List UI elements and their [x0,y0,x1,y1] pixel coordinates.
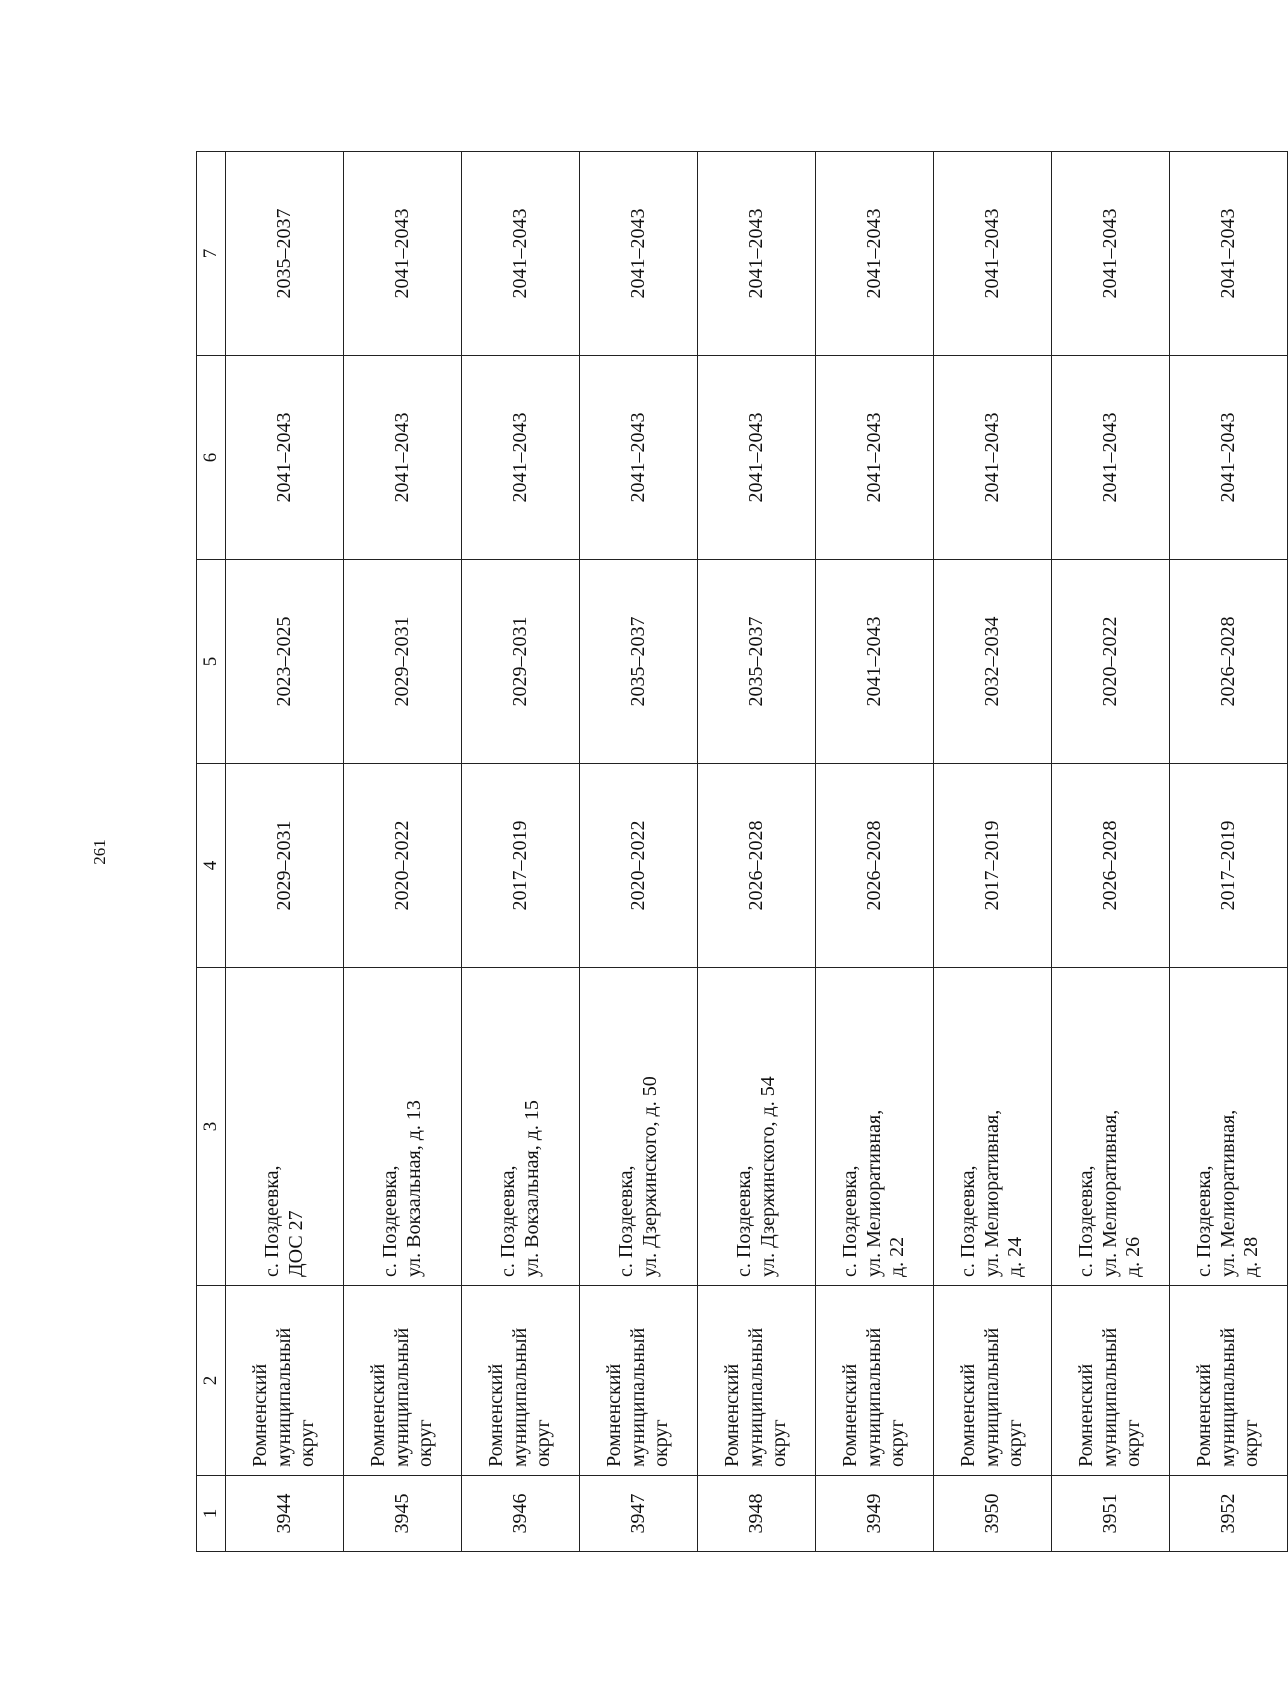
period-cell-c5: 2026–2028 [1170,560,1288,764]
district-line: муниципальный [744,1327,767,1467]
address-line: ул. Вокзальная, д. 13 [402,1100,425,1277]
district-line: муниципальный [508,1327,531,1467]
address-line: д. 28 [1240,1236,1263,1277]
district-line: Ромненский [839,1363,862,1467]
address-line: ул. Мелиоративная, [1216,1109,1239,1277]
period-cell-c7: 2041–2043 [462,152,580,356]
period-cell-c6: 2041–2043 [580,356,698,560]
district-line: Ромненский [1193,1363,1216,1467]
period-cell-c6: 2041–2043 [816,356,934,560]
district-line: Ромненский [603,1363,626,1467]
district-line: муниципальный [980,1327,1003,1467]
district-line: Ромненский [721,1363,744,1467]
table-row [698,152,816,1552]
address-line: ул. Мелиоративная, [1098,1109,1121,1277]
row-number-cell: 3944 [226,1476,344,1552]
row-number-cell: 3945 [344,1476,462,1552]
table-row [1052,152,1170,1552]
address-cell [1170,968,1288,1286]
period-cell-c7: 2035–2037 [226,152,344,356]
table-body [226,152,1288,1552]
address-line: с. Поздеевка, [957,1165,980,1277]
address-line: ул. Мелиоративная, [980,1109,1003,1277]
period-cell-c4: 2026–2028 [816,764,934,968]
address-line: ул. Дзержинского, д. 54 [756,1076,779,1277]
district-line: округ [532,1419,555,1467]
period-cell-c4: 2017–2019 [934,764,1052,968]
period-cell-c6: 2041–2043 [344,356,462,560]
address-cell [1052,968,1170,1286]
column-number: 3 [197,968,226,1286]
district-line: муниципальный [862,1327,885,1467]
address-line: ул. Мелиоративная, [862,1109,885,1277]
period-cell-c5: 2035–2037 [580,560,698,764]
address-line: с. Поздеевка, [260,1165,283,1277]
period-cell-c4: 2017–2019 [1170,764,1288,968]
column-number: 5 [197,560,226,764]
district-line: округ [1240,1419,1263,1467]
period-cell-c4: 2026–2028 [1052,764,1170,968]
district-line: Ромненский [957,1363,980,1467]
district-cell [344,1286,462,1476]
address-line: с. Поздеевка, [614,1165,637,1277]
row-number-cell: 3952 [1170,1476,1288,1552]
district-line: округ [768,1419,791,1467]
row-number-cell: 3946 [462,1476,580,1552]
period-cell-c5: 2029–2031 [462,560,580,764]
period-cell-c6: 2041–2043 [1170,356,1288,560]
period-cell-c4: 2026–2028 [698,764,816,968]
period-cell-c7: 2041–2043 [1052,152,1170,356]
period-cell-c7: 2041–2043 [580,152,698,356]
period-cell-c5: 2035–2037 [698,560,816,764]
table-row [580,152,698,1552]
address-line: ул. Дзержинского, д. 50 [638,1076,661,1277]
period-cell-c7: 2041–2043 [934,152,1052,356]
address-line: с. Поздеевка, [1075,1165,1098,1277]
period-cell-c6: 2041–2043 [462,356,580,560]
address-cell [816,968,934,1286]
address-cell [226,968,344,1286]
column-number: 6 [197,356,226,560]
row-number-cell: 3950 [934,1476,1052,1552]
period-cell-c6: 2041–2043 [1052,356,1170,560]
address-line: д. 24 [1004,1236,1027,1277]
district-line: округ [296,1419,319,1467]
column-number: 4 [197,764,226,968]
period-cell-c5: 2023–2025 [226,560,344,764]
address-cell [462,968,580,1286]
address-cell [344,968,462,1286]
row-number-cell: 3951 [1052,1476,1170,1552]
period-cell-c5: 2041–2043 [816,560,934,764]
period-cell-c4: 2020–2022 [344,764,462,968]
district-line: муниципальный [1216,1327,1239,1467]
column-number: 1 [197,1476,226,1552]
period-cell-c4: 2017–2019 [462,764,580,968]
table-row [816,152,934,1552]
period-cell-c6: 2041–2043 [698,356,816,560]
period-cell-c4: 2029–2031 [226,764,344,968]
document-table [196,151,1288,1552]
period-cell-c7: 2041–2043 [1170,152,1288,356]
document-table-container [196,152,1288,1552]
district-line: Ромненский [1075,1363,1098,1467]
period-cell-c6: 2041–2043 [934,356,1052,560]
district-cell [1052,1286,1170,1476]
table-row [934,152,1052,1552]
row-number-cell: 3947 [580,1476,698,1552]
district-line: Ромненский [249,1363,272,1467]
district-line: округ [1122,1419,1145,1467]
district-cell [698,1286,816,1476]
address-line: д. 26 [1122,1236,1145,1277]
district-cell [226,1286,344,1476]
table-row [1170,152,1288,1552]
column-number: 2 [197,1286,226,1476]
row-number-cell: 3948 [698,1476,816,1552]
district-cell [934,1286,1052,1476]
district-line: муниципальный [626,1327,649,1467]
address-line: с. Поздеевка, [1193,1165,1216,1277]
page-number: 261 [90,839,109,865]
column-number-row [197,152,226,1552]
period-cell-c4: 2020–2022 [580,764,698,968]
period-cell-c5: 2032–2034 [934,560,1052,764]
district-line: округ [650,1419,673,1467]
period-cell-c7: 2041–2043 [816,152,934,356]
district-line: округ [1004,1419,1027,1467]
district-cell [462,1286,580,1476]
district-line: муниципальный [272,1327,295,1467]
table-row [226,152,344,1552]
district-line: Ромненский [485,1363,508,1467]
address-line: ДОС 27 [284,1210,307,1277]
address-line: с. Поздеевка, [378,1165,401,1277]
period-cell-c6: 2041–2043 [226,356,344,560]
district-cell [1170,1286,1288,1476]
row-number-cell: 3949 [816,1476,934,1552]
table-row [344,152,462,1552]
column-number: 7 [197,152,226,356]
district-cell [580,1286,698,1476]
period-cell-c5: 2020–2022 [1052,560,1170,764]
district-line: муниципальный [390,1327,413,1467]
address-line: д. 22 [886,1236,909,1277]
period-cell-c7: 2041–2043 [344,152,462,356]
district-line: округ [886,1419,909,1467]
address-cell [698,968,816,1286]
table-row [462,152,580,1552]
address-cell [934,968,1052,1286]
address-line: с. Поздеевка, [732,1165,755,1277]
district-line: муниципальный [1098,1327,1121,1467]
period-cell-c7: 2041–2043 [698,152,816,356]
address-line: с. Поздеевка, [839,1165,862,1277]
district-line: округ [414,1419,437,1467]
address-line: с. Поздеевка, [496,1165,519,1277]
district-cell [816,1286,934,1476]
address-line: ул. Вокзальная, д. 15 [520,1100,543,1277]
district-line: Ромненский [367,1363,390,1467]
address-cell [580,968,698,1286]
period-cell-c5: 2029–2031 [344,560,462,764]
